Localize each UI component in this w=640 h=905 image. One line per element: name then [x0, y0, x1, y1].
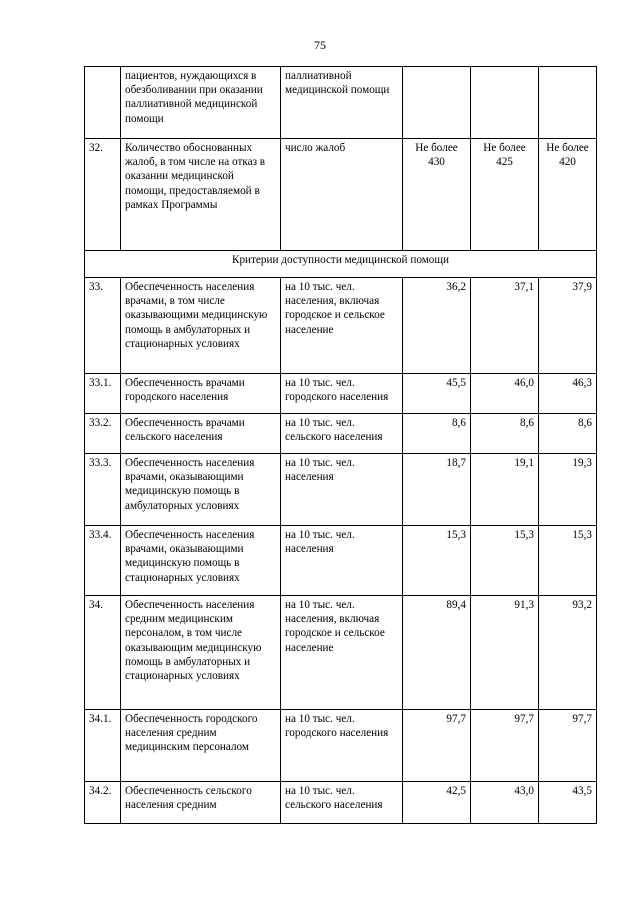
value-cell: 18,7	[403, 454, 471, 526]
value-cell: 97,7	[539, 710, 597, 782]
row-number: 33.1.	[85, 374, 121, 414]
value-cell: 43,0	[471, 782, 539, 824]
row-number: 34.	[85, 596, 121, 710]
row-number: 34.2.	[85, 782, 121, 824]
indicator-name: Обеспеченность населения врачами, оказывающими медицинскую помощь в стационарных условиях	[121, 526, 281, 596]
value-cell: 8,6	[403, 414, 471, 454]
unit-cell: на 10 тыс. чел. населения	[281, 454, 403, 526]
unit-cell: на 10 тыс. чел. сельского населения	[281, 782, 403, 824]
row-number: 32.	[85, 139, 121, 251]
value-cell: 37,9	[539, 278, 597, 374]
indicator-name: Обеспеченность населения врачами, оказывающими медицинскую помощь в амбулаторных условиях	[121, 454, 281, 526]
table-row	[85, 414, 597, 454]
row-number: 33.	[85, 278, 121, 374]
page-number: 75	[314, 38, 326, 52]
table-row	[85, 139, 597, 251]
row-number: 34.1.	[85, 710, 121, 782]
indicator-name: Количество обоснованных жалоб, в том числе на отказ в оказании медицинской помощи, предоставляемой в рамках Программы	[121, 139, 281, 251]
value-cell: 36,2	[403, 278, 471, 374]
unit-cell: на 10 тыс. чел. городского населения	[281, 374, 403, 414]
unit-cell: паллиативной медицинской помощи	[281, 67, 403, 139]
value-cell	[471, 67, 539, 139]
value-cell: 37,1	[471, 278, 539, 374]
indicator-name: пациентов, нуждающихся в обезболивании при оказании паллиативной медицинской помощи	[121, 67, 281, 139]
indicator-name: Обеспеченность городского населения средним медицинским персоналом	[121, 710, 281, 782]
indicator-name: Обеспеченность врачами сельского населения	[121, 414, 281, 454]
section-header-row	[85, 251, 597, 278]
value-cell: Не более 430	[403, 139, 471, 251]
table-row	[85, 454, 597, 526]
indicator-name: Обеспеченность населения средним медицинским персоналом, в том числе оказывающим медицинскую помощь в амбулаторных и стационарных условиях	[121, 596, 281, 710]
row-number	[85, 67, 121, 139]
value-cell: 15,3	[403, 526, 471, 596]
table-row	[85, 67, 597, 139]
table-row	[85, 710, 597, 782]
row-number: 33.3.	[85, 454, 121, 526]
value-cell: 46,0	[471, 374, 539, 414]
indicator-name: Обеспеченность сельского населения средним	[121, 782, 281, 824]
indicator-name: Обеспеченность врачами городского населения	[121, 374, 281, 414]
row-number: 33.2.	[85, 414, 121, 454]
value-cell: 46,3	[539, 374, 597, 414]
value-cell: 8,6	[539, 414, 597, 454]
criteria-table	[84, 66, 597, 824]
value-cell: 19,3	[539, 454, 597, 526]
row-number: 33.4.	[85, 526, 121, 596]
value-cell: 93,2	[539, 596, 597, 710]
value-cell: 19,1	[471, 454, 539, 526]
value-cell: 8,6	[471, 414, 539, 454]
value-cell: 15,3	[471, 526, 539, 596]
value-cell: 97,7	[471, 710, 539, 782]
value-cell: 89,4	[403, 596, 471, 710]
value-cell: 45,5	[403, 374, 471, 414]
unit-cell: на 10 тыс. чел. городского населения	[281, 710, 403, 782]
section-header: Критерии доступности медицинской помощи	[85, 251, 597, 278]
value-cell	[403, 67, 471, 139]
unit-cell: число жалоб	[281, 139, 403, 251]
value-cell: 91,3	[471, 596, 539, 710]
table-row	[85, 526, 597, 596]
value-cell: Не более 420	[539, 139, 597, 251]
table-row	[85, 782, 597, 824]
unit-cell: на 10 тыс. чел. населения, включая городское и сельское население	[281, 596, 403, 710]
table-row	[85, 596, 597, 710]
value-cell: 97,7	[403, 710, 471, 782]
unit-cell: на 10 тыс. чел. населения, включая городское и сельское население	[281, 278, 403, 374]
table-row	[85, 374, 597, 414]
value-cell: Не более 425	[471, 139, 539, 251]
table-row	[85, 278, 597, 374]
indicator-name: Обеспеченность населения врачами, в том числе оказывающими медицинскую помощь в амбулаторных и стационарных условиях	[121, 278, 281, 374]
unit-cell: на 10 тыс. чел. сельского населения	[281, 414, 403, 454]
value-cell: 15,3	[539, 526, 597, 596]
value-cell: 43,5	[539, 782, 597, 824]
value-cell: 42,5	[403, 782, 471, 824]
value-cell	[539, 67, 597, 139]
unit-cell: на 10 тыс. чел. населения	[281, 526, 403, 596]
